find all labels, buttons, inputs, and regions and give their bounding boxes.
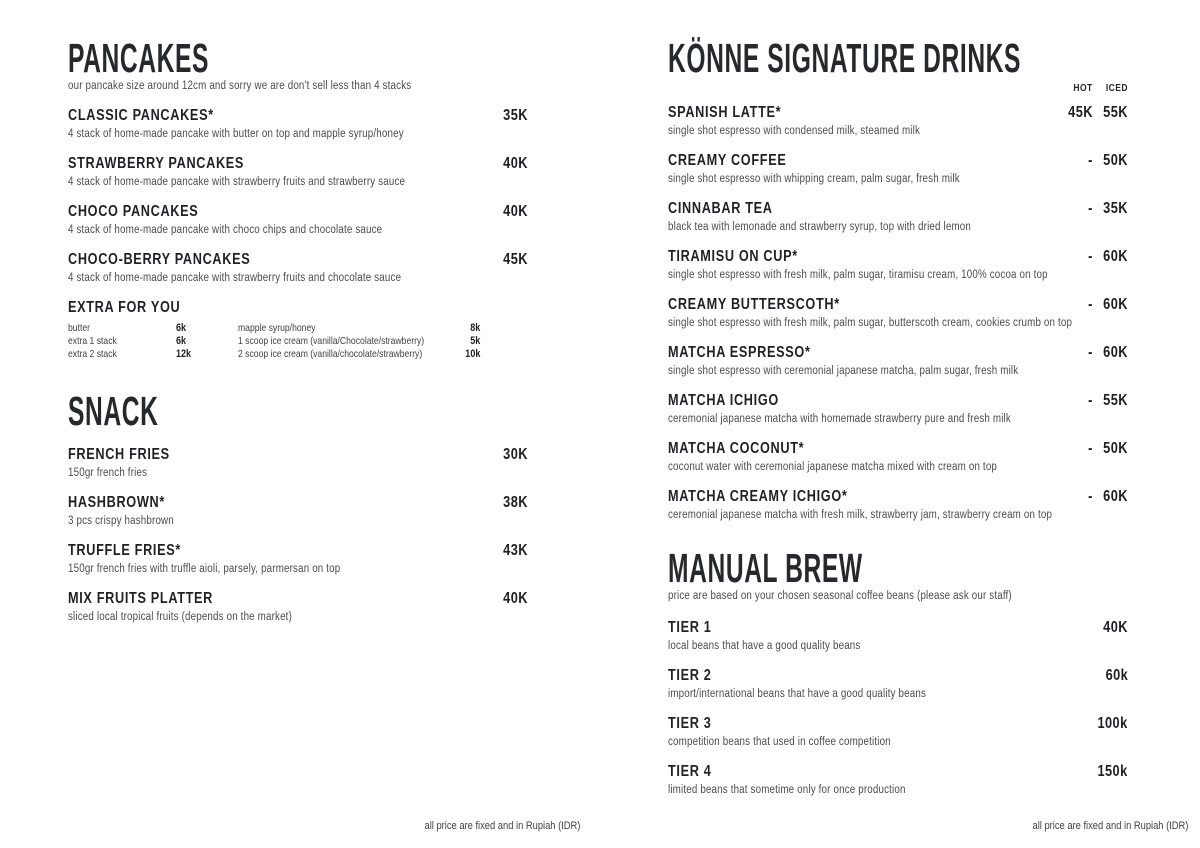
item-desc: 150gr french fries (68, 467, 148, 479)
price-column-headers (668, 78, 1128, 98)
extra-price: 6k (176, 335, 187, 347)
manual-brew-subtitle: price are based on your chosen seasonal coffee beans (please ask our staff) (668, 590, 1012, 602)
item-price-hot: - (1088, 152, 1093, 169)
menu-item-hashbrown (68, 494, 528, 528)
item-price-hot: - (1088, 440, 1093, 457)
item-name: CINNABAR TEA (668, 200, 773, 217)
item-desc: 4 stack of home-made pancake with strawberry fruits and strawberry sauce (68, 176, 406, 188)
item-price-iced: 60K (1103, 248, 1128, 265)
item-name: FRENCH FRIES (68, 446, 170, 463)
menu-item-cinnabar-tea (668, 200, 1128, 234)
item-desc: black tea with lemonade and strawberry syrup, top with dried lemon (668, 221, 971, 233)
item-name: MATCHA ESPRESSO* (668, 344, 811, 361)
menu-item-spanish-latte (668, 104, 1128, 138)
item-price-hot: 45K (1068, 104, 1093, 121)
item-name: HASHBROWN* (68, 494, 165, 511)
menu-item-tier-1 (668, 619, 1128, 653)
item-desc: ceremonial japanese matcha with homemade strawberry pure and fresh milk (668, 413, 1011, 425)
hot-column-header: HOT (1073, 83, 1093, 94)
iced-column-header: ICED (1105, 83, 1128, 94)
extras-table (68, 322, 528, 361)
extras-title: EXTRA FOR YOU (68, 299, 181, 316)
item-desc: coconut water with ceremonial japanese matcha mixed with cream on top (668, 461, 998, 473)
item-price-hot: - (1088, 296, 1093, 313)
item-price-iced: 50K (1103, 440, 1128, 457)
item-price: 40K (1103, 619, 1128, 636)
pancakes-subtitle: our pancake size around 12cm and sorry we are don't sell less than 4 stacks (68, 80, 412, 92)
menu-item-choco-pancakes (68, 203, 528, 237)
item-name: TIER 2 (668, 667, 712, 684)
item-name: TRUFFLE FRIES* (68, 542, 181, 559)
item-price: 60k (1105, 667, 1128, 684)
item-price-hot: - (1088, 488, 1093, 505)
extra-label: extra 2 stack (68, 348, 117, 360)
item-price-iced: 60K (1103, 488, 1128, 505)
item-price: 40K (503, 155, 528, 172)
extra-price: 12k (176, 348, 192, 360)
item-desc: local beans that have a good quality beans (668, 640, 861, 652)
menu-item-head (68, 494, 528, 512)
menu-item-matcha-creamy-ichigo (668, 488, 1128, 522)
menu-item-tier-4 (668, 763, 1128, 797)
extra-label: 2 scoop ice cream (vanilla/chocolate/strawberry) (238, 348, 423, 360)
section-pancakes (68, 35, 528, 361)
item-price: 150k (1097, 763, 1128, 780)
item-name: CREAMY BUTTERSCOTH* (668, 296, 840, 313)
menu-item-tier-3 (668, 715, 1128, 749)
extra-label: 1 scoop ice cream (vanilla/Chocolate/strawberry) (238, 335, 425, 347)
menu-item-strawberry-pancakes (68, 155, 528, 189)
item-desc: 4 stack of home-made pancake with strawberry fruits and chocolate sauce (68, 272, 402, 284)
item-name: CREAMY COFFEE (668, 152, 787, 169)
item-name: MIX FRUITS PLATTER (68, 590, 214, 607)
extra-label: butter (68, 322, 91, 334)
item-price-iced: 50K (1103, 152, 1128, 169)
menu-item-tiramisu-on-cup (668, 248, 1128, 282)
item-price-iced: 55K (1103, 104, 1128, 121)
item-desc: ceremonial japanese matcha with fresh milk, strawberry jam, strawberry cream on top (668, 509, 1053, 521)
item-name: TIER 4 (668, 763, 712, 780)
footer-note-left: all price are fixed and in Rupiah (IDR) (424, 820, 580, 832)
item-name: TIER 1 (668, 619, 712, 636)
item-desc: sliced local tropical fruits (depends on the market) (68, 611, 293, 623)
menu-item-head (68, 446, 528, 464)
manual-brew-title: MANUAL BREW (668, 545, 863, 591)
extra-label: extra 1 stack (68, 335, 117, 347)
menu-item-matcha-espresso (668, 344, 1128, 378)
item-name: TIER 3 (668, 715, 712, 732)
item-desc: 4 stack of home-made pancake with choco chips and chocolate sauce (68, 224, 383, 236)
item-desc: 3 pcs crispy hashbrown (68, 515, 174, 527)
menu-item-head (68, 251, 528, 269)
item-price-iced: 35K (1103, 200, 1128, 217)
item-price: 40K (503, 590, 528, 607)
item-desc: import/international beans that have a good quality beans (668, 688, 927, 700)
pancakes-title: PANCAKES (68, 35, 210, 81)
item-desc: single shot espresso with condensed milk, steamed milk (668, 125, 921, 137)
menu-right-column (668, 35, 1128, 811)
menu-item-choco-berry-pancakes (68, 251, 528, 285)
manual-brew-items (668, 619, 1128, 797)
item-name: MATCHA CREAMY ICHIGO* (668, 488, 848, 505)
item-name: CHOCO-BERRY PANCAKES (68, 251, 251, 268)
extra-price: 6k (176, 322, 187, 334)
section-manual-brew (668, 545, 1128, 797)
item-price-hot: - (1088, 248, 1093, 265)
item-price: 30K (503, 446, 528, 463)
item-price: 100k (1097, 715, 1128, 732)
menu-item-head (68, 107, 528, 125)
item-price: 43K (503, 542, 528, 559)
item-price-hot: - (1088, 392, 1093, 409)
menu-item-head (68, 203, 528, 221)
item-desc: single shot espresso with whipping cream, palm sugar, fresh milk (668, 173, 960, 185)
item-price-iced: 60K (1103, 296, 1128, 313)
item-price-hot: - (1088, 200, 1093, 217)
extra-price: 5k (469, 335, 480, 347)
item-price: 35K (503, 107, 528, 124)
item-desc: 4 stack of home-made pancake with butter on top and mapple syrup/honey (68, 128, 404, 140)
menu-item-mix-fruits-platter (68, 590, 528, 624)
item-name: MATCHA ICHIGO (668, 392, 779, 409)
menu-item-matcha-ichigo (668, 392, 1128, 426)
extras-block (68, 299, 528, 361)
item-name: SPANISH LATTE* (668, 104, 782, 121)
footer-note-right: all price are fixed and in Rupiah (IDR) (1032, 820, 1188, 832)
menu-item-matcha-coconut (668, 440, 1128, 474)
item-price-iced: 55K (1103, 392, 1128, 409)
extra-label: mapple syrup/honey (238, 322, 316, 334)
menu-item-creamy-butterscoth (668, 296, 1128, 330)
extra-price: 8k (469, 322, 480, 334)
item-desc: limited beans that sometime only for once production (668, 784, 906, 796)
menu-item-head (68, 590, 528, 608)
item-name: STRAWBERRY PANCAKES (68, 155, 245, 172)
menu-item-creamy-coffee (668, 152, 1128, 186)
item-price-iced: 60K (1103, 344, 1128, 361)
extra-price: 10k (464, 348, 480, 360)
item-price: 45K (503, 251, 528, 268)
menu-item-head (68, 155, 528, 173)
item-desc: competition beans that used in coffee competition (668, 736, 891, 748)
item-desc: single shot espresso with fresh milk, palm sugar, tiramisu cream, 100% cocoa on top (668, 269, 1048, 281)
item-desc: 150gr french fries with truffle aioli, parsely, parmersan on top (68, 563, 341, 575)
menu-item-french-fries (68, 446, 528, 480)
item-price: 40K (503, 203, 528, 220)
pancakes-items (68, 107, 528, 285)
signature-items (668, 104, 1128, 522)
section-signature-drinks (668, 35, 1128, 522)
item-name: CLASSIC PANCAKES* (68, 107, 214, 124)
signature-title: KÖNNE SIGNATURE DRINKS (668, 35, 1022, 81)
item-desc: single shot espresso with ceremonial japanese matcha, palm sugar, fresh milk (668, 365, 1019, 377)
menu-left-column (68, 35, 528, 638)
item-name: MATCHA COCONUT* (668, 440, 805, 457)
menu-item-classic-pancakes (68, 107, 528, 141)
item-name: CHOCO PANCAKES (68, 203, 199, 220)
snack-items (68, 446, 528, 624)
item-price-hot: - (1088, 344, 1093, 361)
menu-item-tier-2 (668, 667, 1128, 701)
item-price: 38K (503, 494, 528, 511)
menu-item-head (68, 542, 528, 560)
section-snack (68, 388, 528, 624)
menu-item-truffle-fries (68, 542, 528, 576)
item-desc: single shot espresso with fresh milk, palm sugar, butterscoth cream, cookies crumb on top (668, 317, 1073, 329)
item-name: TIRAMISU ON CUP* (668, 248, 798, 265)
snack-title: SNACK (68, 388, 159, 434)
